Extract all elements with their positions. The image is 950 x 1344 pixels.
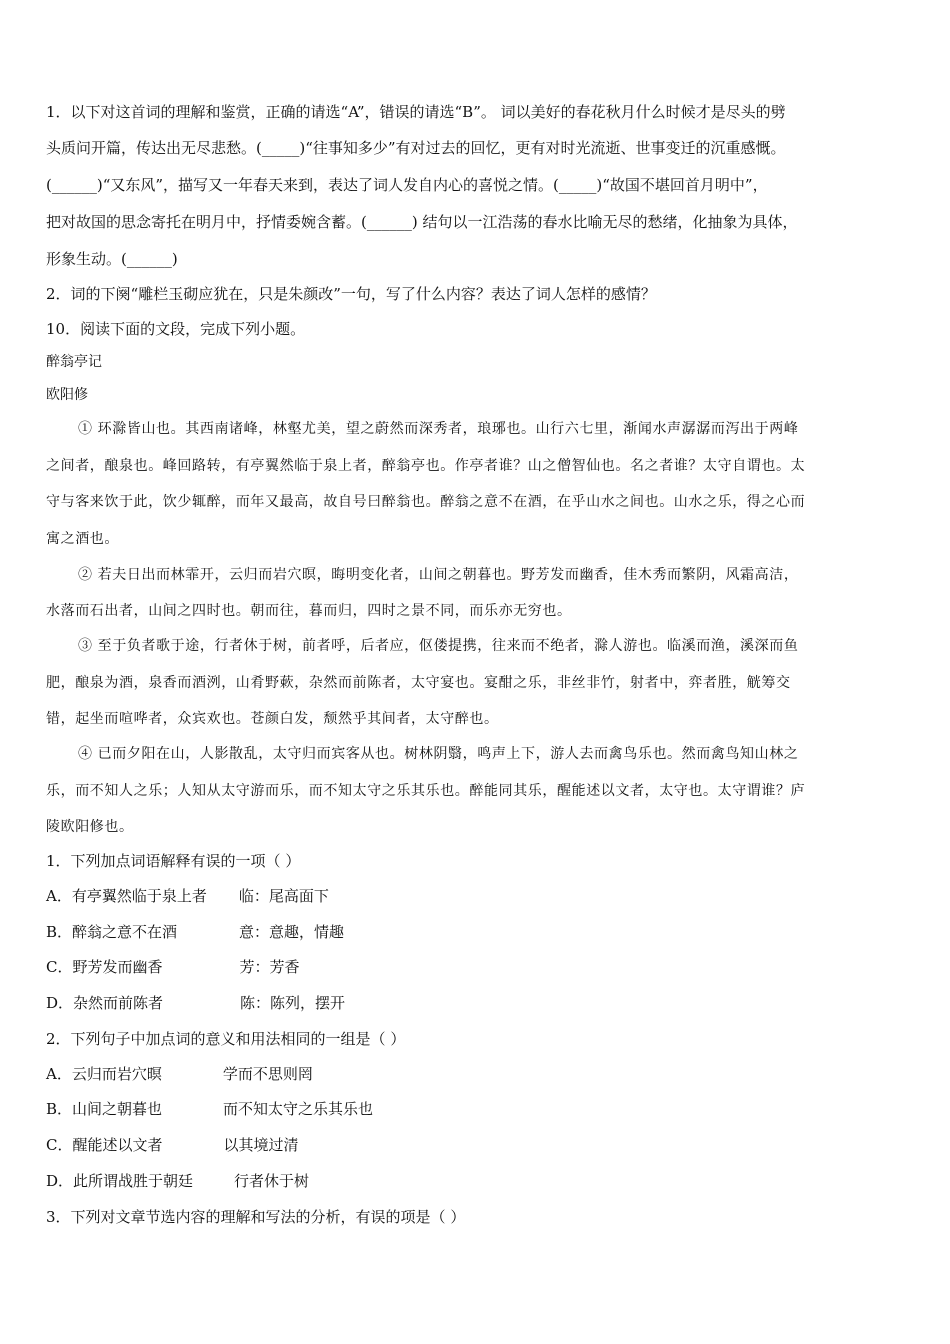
mc1-option-b (46, 922, 344, 942)
para2-line-1: ② 若夫日出而林霏开，云归而岩穴暝，晦明变化者，山间之朝暮也。野芳发而幽香，佳木秀而繁阴，风霜高洁， (78, 567, 799, 583)
option-gloss: 学而不思则罔 (222, 1065, 313, 1083)
option-label: D． (46, 994, 74, 1012)
mc2-option-d (46, 1171, 309, 1191)
section10-intro: 10．阅读下面的文段，完成下列小题。 (46, 320, 306, 338)
option-gloss: 行者休于树 (234, 1172, 310, 1190)
option-gloss: 以其境过清 (223, 1136, 299, 1154)
poem-q2: 2．词的下阕“雕栏玉砌应犹在，只是朱颜改”一句，写了什么内容？表达了词人怎样的感情？ (46, 285, 656, 303)
para1-line-1: ① 环滁皆山也。其西南诸峰，林壑尤美，望之蔚然而深秀者，琅琊也。山行六七里，渐闻水声潺潺而泻出于两峰 (78, 421, 799, 437)
mc2-option-a (46, 1064, 313, 1084)
mc2-option-c (46, 1135, 299, 1155)
option-text: 醉翁之意不在酒 (72, 923, 178, 941)
mc2-stem: 2．下列句子中加点词的意义和用法相同的一组是（ ） (46, 1030, 406, 1048)
para4-line-3: 陵欧阳修也。 (46, 819, 134, 835)
option-gloss: 陈：陈列，摆开 (240, 994, 346, 1012)
option-label: D． (46, 1172, 74, 1190)
poem-q1-line-3: (______)“又东风”，描写又一年春天来到，表达了词人发自内心的喜悦之情。(_____)“故国不堪回首月明中”， (46, 176, 768, 194)
option-label: C． (46, 958, 73, 976)
essay-author: 欧阳修 (46, 387, 88, 403)
mc1-stem: 1．下列加点词语解释有误的一项（ ） (46, 852, 301, 870)
para1-line-2: 之间者，酿泉也。峰回路转，有亭翼然临于泉上者，醉翁亭也。作亭者谁？山之僧智仙也。名之者谁？太守自谓也。太 (46, 458, 806, 474)
option-gloss: 芳：芳香 (239, 958, 300, 976)
mc1-option-c (46, 957, 300, 977)
option-gloss: 意：意趣，情趣 (239, 923, 345, 941)
para3-line-1: ③ 至于负者歌于途，行者休于树，前者呼，后者应，伛偻提携，往来而不绝者，滁人游也。临溪而渔，溪深而鱼 (78, 638, 799, 654)
option-gloss: 而不知太守之乐其乐也 (223, 1100, 374, 1118)
para1-line-3: 守与客来饮于此，饮少辄醉，而年又最高，故自号曰醉翁也。醉翁之意不在酒，在乎山水之间也。山水之乐，得之心而 (46, 494, 806, 510)
para3-line-3: 错，起坐而喧哗者，众宾欢也。苍颜白发，颓然乎其间者，太守醉也。 (46, 711, 499, 727)
mc2-option-b (46, 1099, 373, 1119)
mc1-option-d (46, 993, 345, 1013)
poem-q1-line-2: 头质问开篇，传达出无尽悲愁。(_____)“往事知多少”有对过去的回忆，更有对时光流逝、世事变迁的沉重感慨。 (46, 139, 786, 157)
option-label: A． (46, 887, 72, 905)
mc3-stem: 3．下列对文章节选内容的理解和写法的分析，有误的项是（ ） (46, 1208, 466, 1226)
option-gloss: 临：尾高面下 (238, 887, 329, 905)
para2-line-2: 水落而石出者，山间之四时也。朝而往，暮而归，四时之景不同，而乐亦无穷也。 (46, 603, 572, 619)
option-label: B． (46, 923, 73, 941)
poem-q1-line-4: 把对故国的思念寄托在明月中，抒情委婉含蓄。(______) 结句以一江浩荡的春水比喻无尽的愁绪，化抽象为具体， (46, 213, 798, 231)
option-label: B． (46, 1100, 73, 1118)
option-label: C． (46, 1136, 73, 1154)
poem-q1-line-1: 1．以下对这首词的理解和鉴赏，正确的请选“A”，错误的请选“B”。 词以美好的春花秋月什么时候才是尽头的劈 (46, 103, 786, 121)
option-text: 有亭翼然临于泉上者 (71, 887, 207, 905)
option-text: 山间之朝暮也 (72, 1100, 163, 1118)
para4-line-1: ④ 已而夕阳在山，人影散乱，太守归而宾客从也。树林阴翳，鸣声上下，游人去而禽鸟乐也。然而禽鸟知山林之 (78, 746, 799, 762)
option-label: A． (46, 1065, 72, 1083)
mc1-option-a (46, 886, 329, 906)
option-text: 此所谓战胜于朝廷 (73, 1172, 194, 1190)
para1-line-4: 寓之酒也。 (46, 531, 119, 547)
option-text: 醒能述以文者 (72, 1136, 163, 1154)
para4-line-2: 乐，而不知人之乐；人知从太守游而乐，而不知太守之乐其乐也。醉能同其乐，醒能述以文者，太守也。太守谓谁？庐 (46, 783, 806, 799)
option-text: 云归而岩穴暝 (71, 1065, 162, 1083)
para3-line-2: 肥，酿泉为酒，泉香而酒洌，山肴野蔌，杂然而前陈者，太守宴也。宴酣之乐，非丝非竹，射者中，弈者胜，觥筹交 (46, 675, 791, 691)
option-text: 杂然而前陈者 (73, 994, 164, 1012)
option-text: 野芳发而幽香 (72, 958, 163, 976)
essay-title: 醉翁亭记 (46, 354, 102, 370)
poem-q1-line-5: 形象生动。(______) (46, 250, 178, 268)
